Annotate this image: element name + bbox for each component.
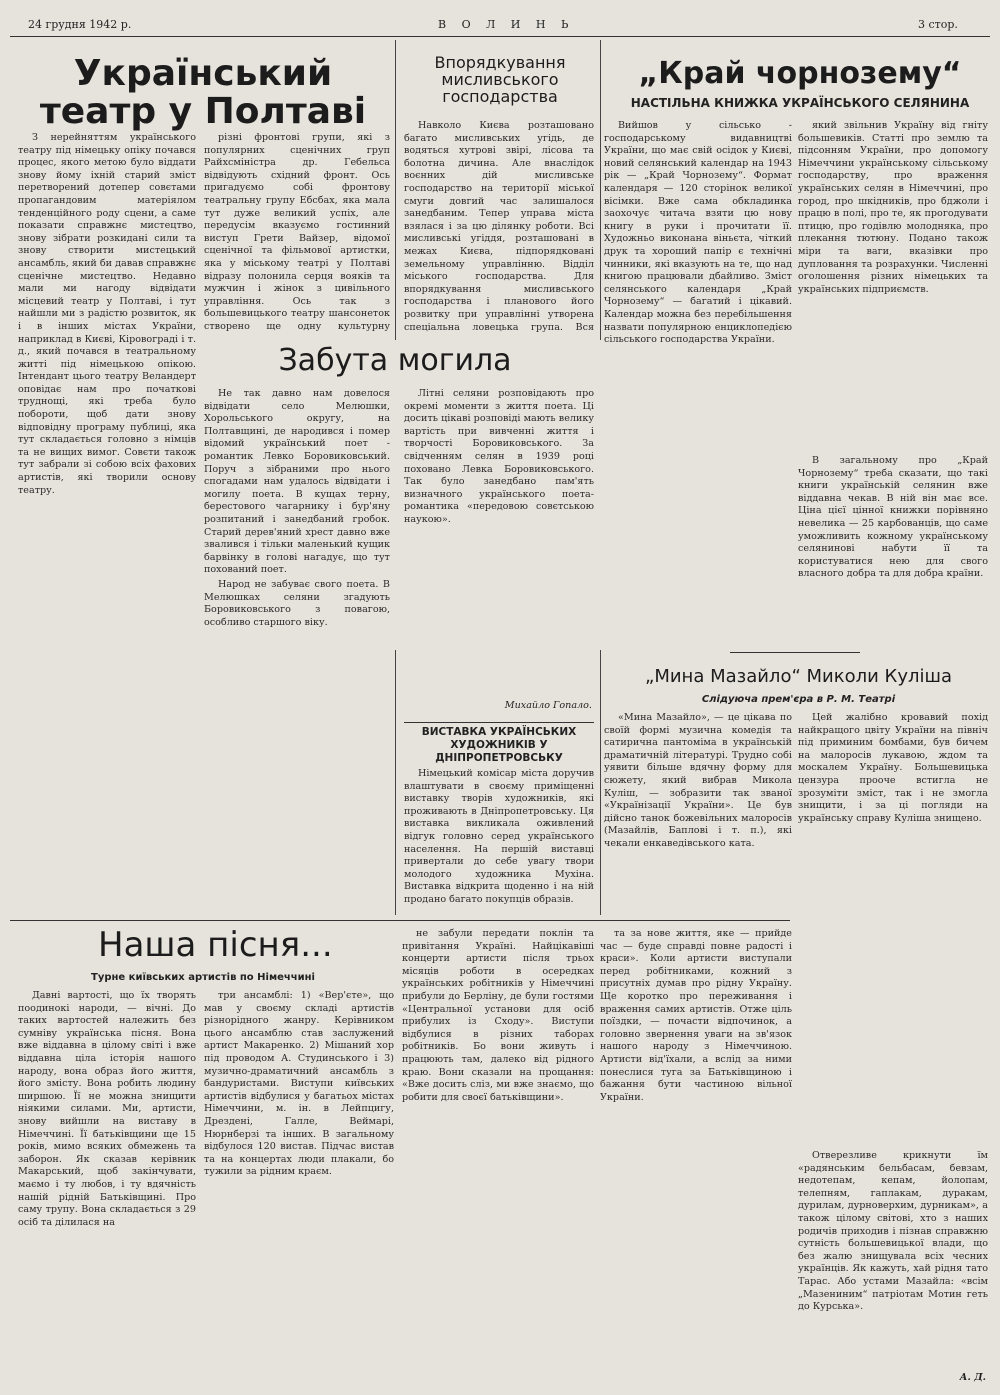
grave-signature: Михайло Гопало. [504,700,592,711]
song-text-col2: три ансамблі: 1) «Вер'єте», що мав у своєму складі артистів різнорідного жанру. Керівником цього ансамблю став заслужений артист Макаренко. 2) Мішаний хор під проводом А. Студинського і 3) музично-драматичний ансамбль з бандуристами. Виступи київських артистів відбулися у багатьох містах Німеччини, м. ін. в Лейпцигу, Дрездені, Галле, Веймарі, Нюрнберзі та інших. В загальному відбулося 120 вистав. Підчас вистав та на концертах люди плакали, бо тужили за рідним краєм. [204,990,394,1178]
hunting-headline: Впорядкування мисливського господарства [434,53,566,106]
song-headline: Наша пісня... [98,925,333,965]
almanac-subtitle: НАСТІЛЬНА КНИЖКА УКРАЇНСЬКОГО СЕЛЯНИНА [630,96,970,110]
grave-text-col2: Літні селяни розповідають про окремі моменти з життя поета. Ці досить цікаві розповіді мають велику вартість при вивченні життя і творчості Боровиковського. За свідченням селян в 1939 році поховано Левка Боровиковського. Так було занедбано пам'ять визначного українського поета-романтика «передовою совєтською наукою». [404,388,594,525]
grave-text-col1: Не так давно нам довелося відвідати село Мелюшки, Хорольського округу, на Полтавщині, де народився і помер відомий український поет - романтик Левко Боровиковський. Поруч з зібраними про нього спогадами нам удалось відвідати і могилу поета. В кущах терну, берестового чагарнику і бур'яну розпитаний і занедбаний гробок. Старий дерев'яний хрест давно вже звалився і тільки маленький кущик барвінку в голові нагадує, що тут похований поет. Народ не забуває свого поета. В Мелюшках селяни згадують Боровиковського з повагою, особливо старшого віку. [204,388,390,628]
song-text-col1: Давні вартості, що їх творять поодинокі народи, — вічні. До таких вартостей належить без сумніву українська пісня. Вона вже віддавна в цілому світі і вже віддавна ціла історія нашого народу, вона образ його життя, його змісту. Вона робить людину ширшою. Її не можна знищити ніякими силами. Ми, артисти, знову вийшли на виставу в Німеччині. Її батьківщини ще 15 років, мимо всяких обмежень та заборон. Як сказав керівник Макарський, щоб закінчувати, маємо і ту любов, і ту вдячність нашій рідній Батьківщині. Про саму трупу. Вона складається з 29 осіб та ділилася на [18,990,196,1228]
mazailo-headline: „Мина Мазайло“ Миколи Куліша [645,666,952,687]
theatre-text-col2: різні фронтові групи, які з популярних сценічних груп Райхсміністра др. Гебельса відвідують східний фронт. Ось пригадуємо собі фронтову театральну групу Ебсбах, яка мала тут дуже великий успіх, але передусім вказуємо гостинний виступ Грети Вайзер, відомої сценічної та фільмової артистки, яка у міському театрі у Полтаві відразу полонила серця вояків та мужчин і жінок з цивільного управління. Ось так з большевицького театру шансонеток створено ще одну культурну [204,132,390,332]
hunting-text: Навколо Києва розташовано багато мисливських угідь, де водяться хутрові звірі, лісова та болотна дичина. Але внаслідок воєнних дій мисливське господарство на території міської смуги довгий час залишалося занедбаним. Тепер управа міста взялася і за цю ділянку роботи. Всі мисливські угіддя, розташовані в межах Києва, підпорядковані земельному управлінню. Відділ міського господарства. Для впорядкування мисливського господарства і планового його розвитку при управлінні утворена спеціальна ловецька група. Вся [404,120,594,333]
header-rule [10,36,990,37]
section-rule [10,920,790,921]
mazailo-rule [730,652,860,653]
exhibition-headline: ВИСТАВКА УКРАЇНСЬКИХ ХУДОЖНИКІВ У ДНІПРОПЕТРОВСЬКУ [421,726,577,764]
exhibition-rule [404,722,594,723]
column-rule [600,650,601,915]
song-text-col4: та за нове життя, яке — прийде час — буде справді повне радості і краси». Коли артисти виступали перед робітниками, кожний з присутніх думав про рідну Україну. Ще коротко про переживання і враження самих артистів. Отже ціль поїздки, — почасти відпочинок, а головно звернення уваги на зв'язок нашого народу з Німеччиною. Артисти від'їхали, а вслід за ними понеслися туга за Батьківщиною і бажання бути частиною вільної України. [600,928,792,1103]
column-rule [395,40,396,340]
column-rule [600,40,601,340]
almanac-text-col3: В загальному про „Край Чорнозему“ треба сказати, що такі книги українській селянин вже віддавна чекав. В ній він має все. Ціна цієї цінної книжки порівняно невелика — 25 карбованців, що саме уможливить кожному українському селянинові набути її та користуватися нею для свого власного добра та для добра країни. [798,455,988,580]
song-subtitle: Турне київських артистів по Німеччині [91,972,315,983]
mazailo-text-col2: Цей жалібно кровавий похід найкращого цвіту України на північ під приминим бомбами, був бичем на малоросів лукавою, ждом та москалем Україну. Большевицька цензура прооче встигла не зрозуміти зміст, так і не змогла знищити, і за ці погляди на українську справу Куліша знищено. [798,712,988,824]
page-number: 3 стор. [918,18,958,31]
mazailo-subtitle: Слідуюча прем'єра в Р. М. Театрі [701,694,896,705]
newspaper-name: В О Л И Н Ь [438,18,575,31]
grave-headline: Забута могила [278,343,512,378]
song-text-col5: Отверезливе крикнути їм «радянським бельбасам, бевзам, недотепам, кепам, йолопам, телепням, гаплакам, дуракам, дурилам, дурноверхим, дурникам», а також цілому світові, хто з наших родичів приходив і пізнав справжню сутність большевицької влади, що без жалю знищувала всіх чесних українців. Як кажуть, хай рідня тато Тарас. Або устами Мазайла: «всім „Мазениним“ патріотам Мотин геть до Курська». [798,1150,988,1313]
theatre-headline: Український театр у Полтаві [39,53,367,132]
almanac-text-col1: Вийшов у сільсько - господарському видавництві України, що має свій осідок у Києві, новий селянський календар на 1943 рік — „Край Чорнозему“. Формат календаря — 120 сторінок великої вісімки. Вже сама обкладинка заохочує читача взяти цю нову книгу в руки і прочитати її. Художньо виконана віньєта, чіткий друк та хороший папір є технічні чинники, які вказують на те, що над книгою працювали дбайливо. Зміст селянського календаря „Край Чорнозему“ — багатий і цікавий. Календар можна без перебільшення назвати популярною енциклопедією сільського господарства України. [604,120,792,346]
almanac-headline: „Край чорнозему“ [638,56,962,91]
mazailo-signature: А. Д. [959,1372,986,1383]
almanac-text-col2: який звільнив Україну від гніту большевиків. Статті про землю та підсонням України, про допомогу Німеччини українському сільському господарству, про враження українських селян в Німеччині, про город, про шкідників, про бджоли і працю в полі, про те, як прогодувати птицю, про годівлю молодняка, про плекання тютюну. Подано також міри та ваги, вказівки про дупловання та розрахунки. Численні оголошення різних німецьких та українських підприємств. [798,120,988,295]
exhibition-text: Німецький комісар міста доручив влаштувати в своєму приміщенні виставку творів художників, які проживають в Дніпропетровську. Ця виставка викликала оживлений відгук головно серед українського населення. На першій виставці привертали до себе увагу твори молодого художника Мухіна. Виставка відкрита щоденно і на ній продано багато покупців образів. [404,768,594,905]
theatre-text-col1: З нерейняттям українського театру під німецьку опіку почався процес, якого метою було віддати знову йому іхній старий зміст перетворений дотепер совєтами пропагандовим матеріялом тенденційного роду сцени, а саме показати справжнє мистецтво, знову зібрати розкидані сили та знову створити мистецький ансамбль, який би давав справжнє сценічне мистецтво. Недавно мали ми нагоду відвідати місцевий театр у Полтаві, і тут найшли ми з радістю розвиток, як і в інших містах України, наприклад в Києві, Кіровограді і т. д., який почався в театральному житті під німецькою опікою. Інтендант цього театру Веландерт оповідає нам про початкові труднощі, які треба було побороти, щоб дати знову відповідну програму публиці, яка тут складається головно з німців та не вищих вимог. Совєти також тут забрали зі собою всіх фахових артистів, які творили основу театру. [18,132,196,496]
song-text-col3: не забули передати поклін та привітання Україні. Найцікавіші концерти артисти після трьох місяців роботи в осередках українських робітників у Німеччині прибули до Берліну, де були гостями «Центральної установи для осіб прибулих із Сходу». Виступи відбулися в різних таборах робітників. Бо вони живуть і працюють там, далеко від рідного краю. Вони сказали на прощання: «Вже досить сліз, ми вже знаємо, що робити для своєї батьківщини». [402,928,594,1103]
issue-date: 24 грудня 1942 р. [28,18,132,31]
mazailo-text-col1: «Мина Мазайло», — це цікава по своїй формі музична комедія та сатирична пантоміма в українській драматичній літературі. Трудно собі уявити більше вдячну форму для сюжету, який вибрав Микола Куліш, — зобразити так званої «Українізації України». Це був дійсно танок божевільних малоросів (Мазайлів, Баплові і т. п.), які чекали енкаведівського ката. [604,712,792,849]
column-rule [395,650,396,915]
